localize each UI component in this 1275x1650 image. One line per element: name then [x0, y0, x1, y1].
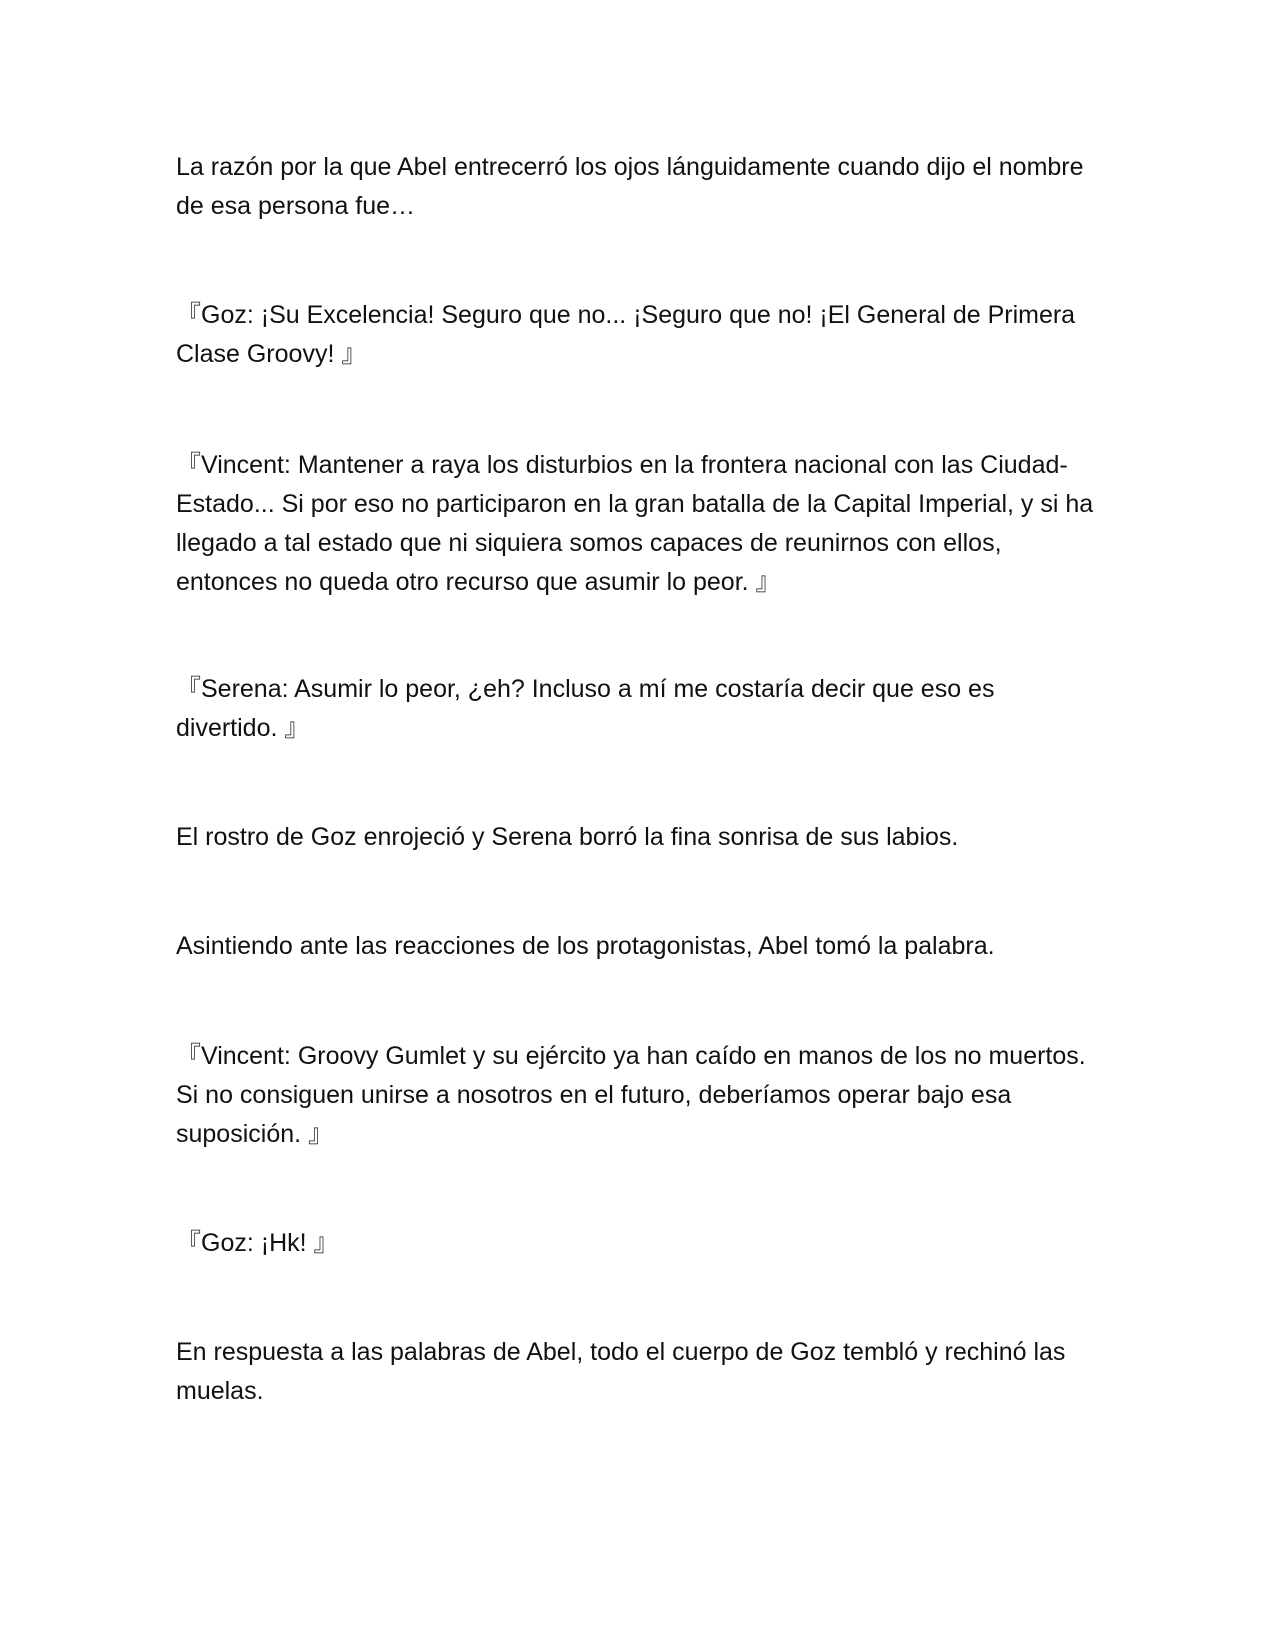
narration-paragraph: El rostro de Goz enrojeció y Serena borró la fina sonrisa de sus labios.	[176, 823, 959, 851]
dialogue-serena: 『Serena: Asumir lo peor, ¿eh? Incluso a mí me costaría decir que eso es divertido. 』	[176, 675, 995, 742]
narration-paragraph: En respuesta a las palabras de Abel, todo el cuerpo de Goz tembló y rechinó las muelas.	[176, 1338, 1066, 1405]
dialogue-vincent: 『Vincent: Groovy Gumlet y su ejército ya han caído en manos de los no muertos. Si no consiguen unirse a nosotros en el futuro, deberíamos operar bajo esa suposición. 』	[176, 1042, 1086, 1148]
dialogue-vincent: 『Vincent: Mantener a raya los disturbios en la frontera nacional con las Ciudad-Estado... Si por eso no participaron en la gran batalla de la Capital Imperial, y si ha llegado a tal estado que ni siquiera somos capaces de reunirnos con ellos, entonces no queda otro recurso que asumir lo peor. 』	[176, 451, 1094, 596]
narration-paragraph: La razón por la que Abel entrecerró los ojos lánguidamente cuando dijo el nombre de esa persona fue…	[176, 153, 1084, 220]
dialogue-goz: 『Goz: ¡Su Excelencia! Seguro que no... ¡Seguro que no! ¡El General de Primera Clase Groovy! 』	[176, 301, 1076, 368]
dialogue-goz: 『Goz: ¡Hk! 』	[176, 1229, 339, 1257]
narration-paragraph: Asintiendo ante las reacciones de los protagonistas, Abel tomó la palabra.	[176, 932, 995, 960]
